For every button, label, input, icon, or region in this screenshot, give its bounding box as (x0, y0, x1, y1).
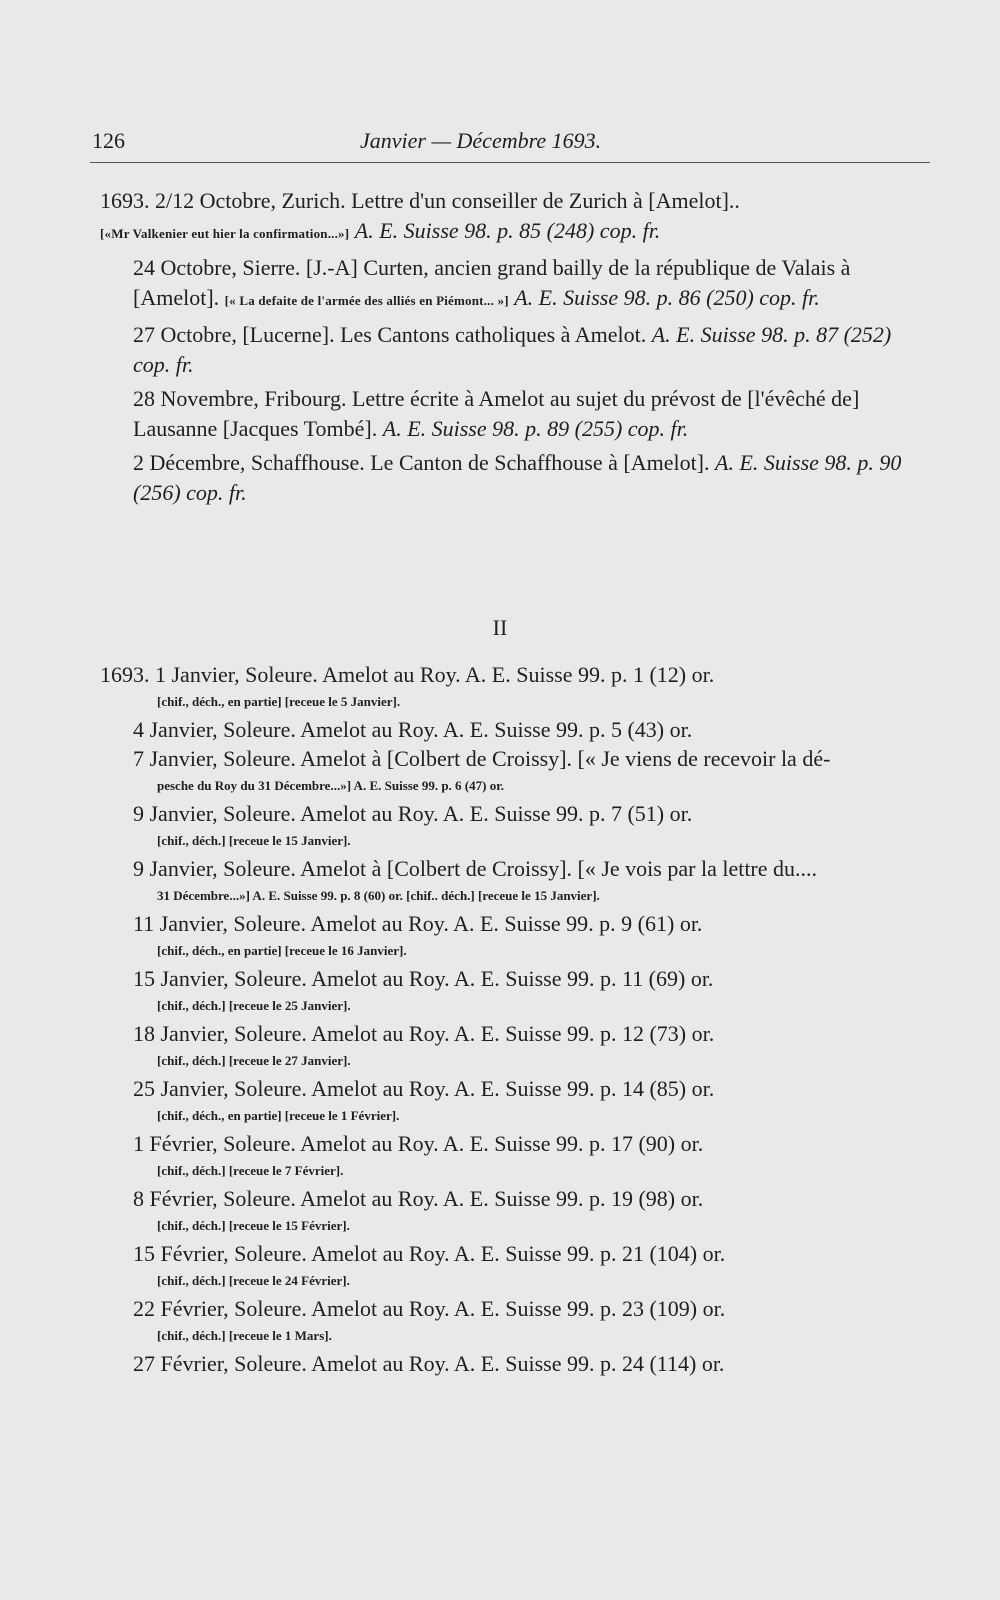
list-item (100, 660, 930, 715)
entry-sub: [chif., déch.] [receue le 15 Janvier]. (157, 833, 351, 848)
list-item (100, 1184, 930, 1239)
entry-line: 27 Février, Soleure. Amelot au Roy. A. E. Suisse 99. p. 24 (114) or. (133, 1351, 725, 1376)
section-2-entries (100, 660, 930, 1378)
running-title: Janvier — Décembre 1693. (360, 128, 602, 153)
entry-4 (100, 384, 930, 444)
page-number: 126 (92, 128, 125, 153)
entry-sub: [chif., déch., en partie] [receue le 16 Janvier]. (157, 943, 407, 958)
entry-quote: [« La defaite de l'armée des alliés en Piémont... »] (224, 293, 509, 308)
entry-text: Le Canton de Schaffhouse à [Amelot]. (370, 450, 710, 475)
entry-line: 15 Février, Soleure. Amelot au Roy. A. E. Suisse 99. p. 21 (104) or. (133, 1241, 726, 1266)
entry-sub: [chif., déch.] [receue le 25 Janvier]. (157, 998, 351, 1013)
entry-text: [J.-A] Curten, ancien grand bailly de la république de Valais à [Amelot]. (133, 255, 851, 310)
entry-sub: [chif., déch., en partie] [receue le 1 Février]. (157, 1108, 400, 1123)
list-item (100, 854, 930, 909)
entry-text: Les Cantons catholiques à Amelot. (340, 322, 647, 347)
entry-2 (100, 253, 930, 316)
section-marker: II (492, 615, 508, 640)
entry-date: 28 Novembre, Fribourg. (133, 386, 347, 411)
entry-ref: A. E. Suisse 98. p. 85 (248) cop. fr. (354, 218, 661, 243)
list-item (100, 964, 930, 1019)
entry-line: 9 Janvier, Soleure. Amelot à [Colbert de Croissy]. [« Je vois par la lettre du.... (133, 856, 818, 881)
list-item (100, 1294, 930, 1349)
entry-1 (100, 186, 930, 249)
entry-line: 8 Février, Soleure. Amelot au Roy. A. E. Suisse 99. p. 19 (98) or. (133, 1186, 704, 1211)
entry-line: 11 Janvier, Soleure. Amelot au Roy. A. E. Suisse 99. p. 9 (61) or. (133, 911, 703, 936)
entry-sub: [chif., déch.] [receue le 1 Mars]. (157, 1328, 332, 1343)
entry-line: 22 Février, Soleure. Amelot au Roy. A. E. Suisse 99. p. 23 (109) or. (133, 1296, 726, 1321)
entry-year: 1693. (100, 188, 150, 213)
entry-5 (100, 448, 930, 508)
list-item (100, 799, 930, 854)
entry-text: Lettre écrite à Amelot au sujet du prévost de [l'évêché de] Lausanne [Jacques Tombé]. (133, 386, 860, 441)
list-item (100, 1349, 930, 1378)
entry-sub: [chif., déch.] [receue le 24 Février]. (157, 1273, 350, 1288)
entry-sub: [chif., déch., en partie] [receue le 5 Janvier]. (157, 694, 401, 709)
entry-line: 25 Janvier, Soleure. Amelot au Roy. A. E. Suisse 99. p. 14 (85) or. (133, 1076, 715, 1101)
entry-ref: A. E. Suisse 98. p. 87 (252) cop. fr. (133, 322, 892, 377)
entry-date: 2/12 Octobre, Zurich. (155, 188, 346, 213)
entry-quote: [«Mr Valkenier eut hier la confirmation...»] (100, 226, 350, 241)
list-item (100, 1019, 930, 1074)
entry-line: 9 Janvier, Soleure. Amelot au Roy. A. E. Suisse 99. p. 7 (51) or. (133, 801, 693, 826)
list-item (100, 744, 930, 799)
entry-date: 27 Octobre, [Lucerne]. (133, 322, 335, 347)
entry-line: 7 Janvier, Soleure. Amelot à [Colbert de Croissy]. [« Je viens de recevoir la dé- (133, 746, 831, 771)
page-header (90, 128, 930, 163)
entry-sub: pesche du Roy du 31 Décembre...»] A. E. Suisse 99. p. 6 (47) or. (157, 778, 505, 793)
list-item (100, 1129, 930, 1184)
entry-date: 24 Octobre, Sierre. (133, 255, 301, 280)
entry-line: 18 Janvier, Soleure. Amelot au Roy. A. E. Suisse 99. p. 12 (73) or. (133, 1021, 715, 1046)
entry-ref: A. E. Suisse 98. p. 89 (255) cop. fr. (382, 416, 689, 441)
entry-line: 15 Janvier, Soleure. Amelot au Roy. A. E. Suisse 99. p. 11 (69) or. (133, 966, 714, 991)
list-item (100, 715, 930, 744)
entry-line: 1 Février, Soleure. Amelot au Roy. A. E. Suisse 99. p. 17 (90) or. (133, 1131, 704, 1156)
entry-sub: [chif., déch.] [receue le 7 Février]. (157, 1163, 344, 1178)
entry-sub: [chif., déch.] [receue le 27 Janvier]. (157, 1053, 351, 1068)
list-item (100, 1239, 930, 1294)
section-1-entries (100, 186, 930, 512)
entry-date: 2 Décembre, Schaffhouse. (133, 450, 365, 475)
entry-line: 4 Janvier, Soleure. Amelot au Roy. A. E. Suisse 99. p. 5 (43) or. (133, 717, 693, 742)
list-item (100, 909, 930, 964)
entry-3 (100, 320, 930, 380)
entry-sub: 31 Décembre...»] A. E. Suisse 99. p. 8 (60) or. [chif.. déch.] [receue le 15 Janvier]. (157, 888, 600, 903)
entry-sub: [chif., déch.] [receue le 15 Février]. (157, 1218, 350, 1233)
entry-ref: A. E. Suisse 98. p. 90 (256) cop. fr. (133, 450, 902, 505)
list-item (100, 1074, 930, 1129)
entry-ref: A. E. Suisse 98. p. 86 (250) cop. fr. (514, 285, 820, 310)
entry-line: 1693. 1 Janvier, Soleure. Amelot au Roy. A. E. Suisse 99. p. 1 (12) or. (100, 662, 715, 687)
entry-text: Lettre d'un conseiller de Zurich à [Amelot].. (351, 188, 740, 213)
